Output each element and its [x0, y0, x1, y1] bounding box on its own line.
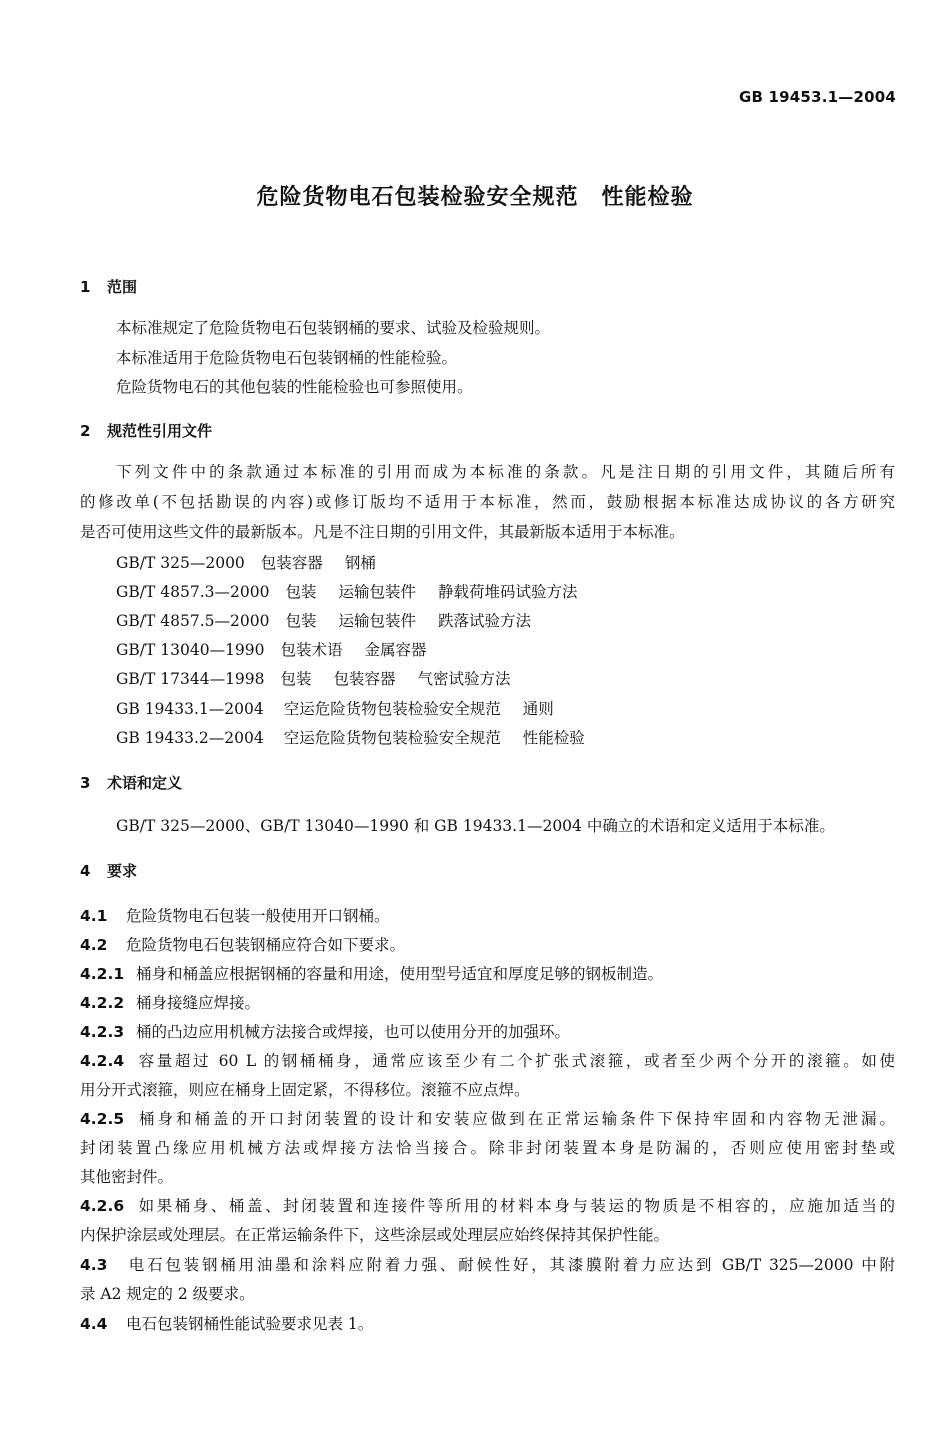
reference-item: [116, 609, 531, 631]
reference-title: 气密试验方法: [417, 670, 511, 688]
document-title: 危险货物电石包装检验安全规范 性能检验: [256, 185, 694, 210]
paragraph: 本标准规定了危险货物电石包装钢桶的要求、试验及检验规则。: [116, 319, 551, 337]
clause-text: 桶身接缝应焊接。: [136, 994, 261, 1012]
reference-title: 跌落试验方法: [437, 612, 531, 630]
reference-title: 运输包装件: [338, 583, 416, 601]
paragraph-line: 是否可使用这些文件的最新版本。凡是不注日期的引用文件，其最新版本适用于本标准。: [80, 523, 685, 541]
section-2-heading: [80, 420, 212, 441]
clause-text: 桶身和桶盖应根据钢桶的容量和用途，使用型号适宜和厚度足够的钢板制造。: [136, 965, 664, 983]
reference-title: 运输包装件: [338, 612, 416, 630]
reference-title: 性能检验: [522, 729, 585, 747]
reference-code: GB/T 325—2000: [116, 554, 245, 572]
reference-item: [116, 667, 511, 689]
section-1-heading: [80, 276, 137, 297]
clause-4-4: [80, 1312, 895, 1334]
reference-title: 包装容器: [333, 670, 396, 688]
reference-code: GB 19433.1—2004: [116, 700, 264, 718]
clause-number: 4.2.4: [80, 1052, 125, 1070]
reference-title: 钢桶: [344, 554, 376, 572]
clause-4-2-4: [80, 1049, 895, 1071]
clause-continuation: 封闭装置凸缘应用机械方法或焊接方法恰当接合。除非封闭装置本身是防漏的，否则应使用密封垫或: [80, 1139, 895, 1157]
reference-title: 包装: [285, 583, 317, 601]
paragraph-line: 的修改单(不包括勘误的内容)或修订版均不适用于本标准，然而，鼓励根据本标准达成协议的各方研究: [80, 493, 895, 511]
reference-title: 包装: [280, 670, 312, 688]
clause-4-2-3: [80, 1020, 895, 1042]
clause-4-2: [80, 933, 895, 955]
reference-item: [116, 580, 578, 602]
reference-item: [116, 551, 376, 573]
clause-number: 4.1: [80, 907, 108, 925]
section-number: 2: [80, 422, 91, 440]
clause-continuation: 内保护涂层或处理层。在正常运输条件下，这些涂层或处理层应始终保持其保护性能。: [80, 1226, 670, 1244]
clause-number: 4.2.5: [80, 1110, 125, 1128]
reference-title: 空运危险货物包装检验安全规范: [283, 700, 501, 718]
paragraph: 本标准适用于危险货物电石包装钢桶的性能检验。: [116, 349, 458, 367]
reference-item: [116, 638, 427, 660]
reference-code: GB/T 4857.3—2000: [116, 583, 270, 601]
clause-4-2-5: [80, 1107, 895, 1129]
section-title: 规范性引用文件: [107, 422, 213, 440]
clause-4-2-2: [80, 991, 895, 1013]
reference-title: 包装: [285, 612, 317, 630]
section-number: 1: [80, 278, 91, 296]
reference-title: 通则: [522, 700, 554, 718]
clause-number: 4.2.6: [80, 1197, 125, 1215]
section-4-heading: [80, 860, 137, 881]
standard-code: GB 19453.1—2004: [738, 88, 896, 106]
clause-continuation: 录 A2 规定的 2 级要求。: [80, 1285, 255, 1303]
section-title: 范围: [107, 278, 138, 296]
clause-4-1: [80, 904, 895, 926]
section-title: 要求: [107, 862, 138, 880]
clause-number: 4.2: [80, 936, 108, 954]
section-number: 3: [80, 774, 91, 792]
clause-text: 危险货物电石包装一般使用开口钢桶。: [126, 907, 390, 925]
clause-continuation: 用分开式滚箍，则应在桶身上固定紧，不得移位。滚箍不应点焊。: [80, 1081, 530, 1099]
reference-item: [116, 726, 585, 748]
clause-text: 容量超过 60 L 的钢桶桶身，通常应该至少有二个扩张式滚箍，或者至少两个分开的滚箍。如使: [136, 1052, 895, 1070]
reference-item: [116, 697, 554, 719]
paragraph-line: 下列文件中的条款通过本标准的引用而成为本标准的条款。凡是注日期的引用文件，其随后所有: [116, 463, 895, 481]
clause-text: 桶身和桶盖的开口封闭装置的设计和安装应做到在正常运输条件下保持牢固和内容物无泄漏。: [136, 1110, 895, 1128]
reference-title: 包装术语: [280, 641, 343, 659]
clause-4-2-1: [80, 962, 895, 984]
clause-number: 4.3: [80, 1256, 108, 1274]
reference-code: GB/T 13040—1990: [116, 641, 265, 659]
section-title: 术语和定义: [107, 774, 183, 792]
reference-code: GB/T 4857.5—2000: [116, 612, 270, 630]
reference-code: GB 19433.2—2004: [116, 729, 264, 747]
reference-title: 金属容器: [364, 641, 427, 659]
clause-text: 电石包装钢桶用油墨和涂料应附着力强、耐候性好，其漆膜附着力应达到 GB/T 325—2000 中附: [126, 1256, 895, 1274]
clause-4-3: [80, 1253, 895, 1275]
section-number: 4: [80, 862, 91, 880]
clause-text: 桶的凸边应用机械方法接合或焊接，也可以使用分开的加强环。: [136, 1023, 571, 1041]
reference-title: 空运危险货物包装检验安全规范: [283, 729, 501, 747]
clause-number: 4.2.1: [80, 965, 125, 983]
clause-number: 4.2.2: [80, 994, 125, 1012]
clause-continuation: 其他密封件。: [80, 1168, 174, 1186]
clause-4-2-6: [80, 1194, 895, 1216]
clause-text: 如果桶身、桶盖、封闭装置和连接件等所用的材料本身与装运的物质是不相容的，应施加适当的: [136, 1197, 895, 1215]
clause-number: 4.2.3: [80, 1023, 125, 1041]
paragraph: 危险货物电石的其他包装的性能检验也可参照使用。: [116, 378, 473, 396]
paragraph: GB/T 325—2000、GB/T 13040—1990 和 GB 19433.1—2004 中确立的术语和定义适用于本标准。: [116, 817, 835, 835]
clause-number: 4.4: [80, 1315, 108, 1333]
clause-text: 电石包装钢桶性能试验要求见表 1。: [126, 1315, 374, 1333]
reference-code: GB/T 17344—1998: [116, 670, 265, 688]
reference-title: 包装容器: [260, 554, 323, 572]
section-3-heading: [80, 772, 182, 793]
clause-text: 危险货物电石包装钢桶应符合如下要求。: [126, 936, 406, 954]
reference-title: 静载荷堆码试验方法: [437, 583, 578, 601]
